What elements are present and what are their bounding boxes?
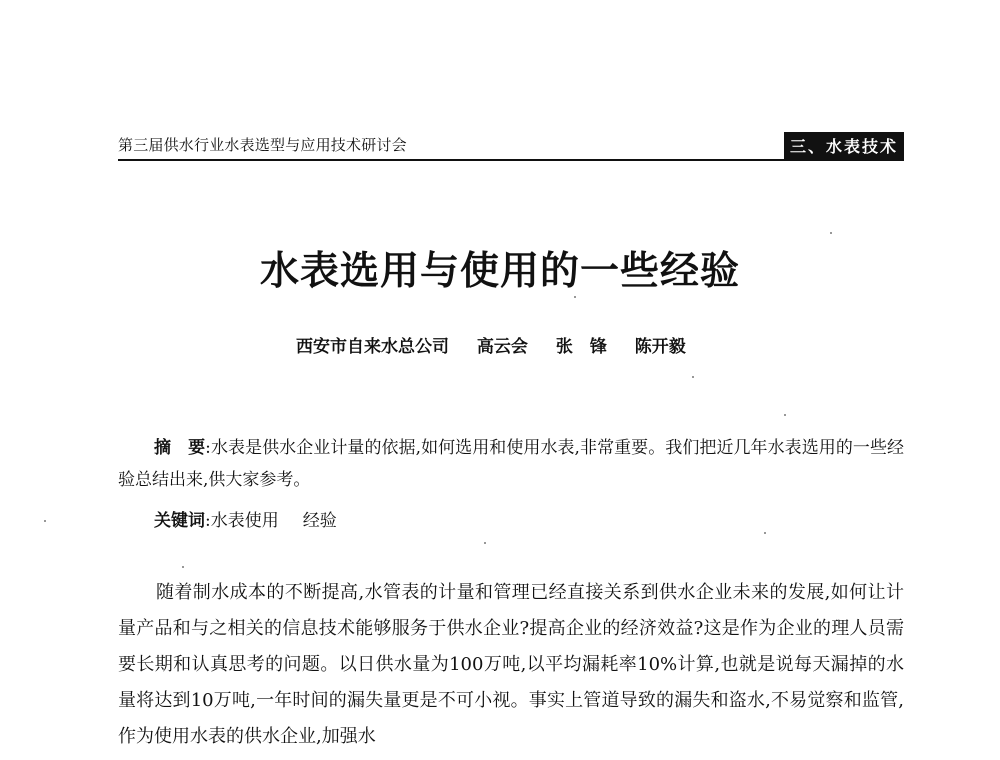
scan-speck bbox=[44, 520, 46, 522]
conference-name: 第三届供水行业水表选型与应用技术研讨会 bbox=[118, 136, 407, 154]
body-paragraph: 随着制水成本的不断提高,水管表的计量和管理已经直接关系到供水企业未来的发展,如何让计量产品和与之相关的信息技术能够服务于供水企业?提高企业的经济效益?这是作为企业的理人员需要长期和认真思考的问题。以日供水量为100万吨,以平均漏耗率10%计算,也就是说每天漏掉的水量将达到10万吨,一年时间的漏失量更是不可小视。事实上管道导致的漏失和盗水,不易觉察和监管,作为使用水表的供水企业,加强水 bbox=[118, 582, 904, 747]
author-name: 张 锋 bbox=[555, 337, 607, 357]
abstract-label: 摘 要 bbox=[154, 438, 206, 458]
author-name: 陈开毅 bbox=[634, 337, 686, 357]
keywords bbox=[154, 506, 337, 531]
scan-speck bbox=[692, 376, 694, 378]
scan-speck bbox=[830, 232, 832, 234]
paper-title: 水表选用与使用的一些经验 bbox=[259, 249, 740, 294]
section-tag: 三、水表技术 bbox=[784, 132, 904, 160]
author-affiliation: 西安市自来水总公司 bbox=[296, 337, 449, 357]
scan-speck bbox=[484, 542, 486, 544]
scan-speck bbox=[574, 296, 576, 298]
scan-speck bbox=[764, 532, 766, 534]
running-header bbox=[118, 130, 904, 160]
keyword: :水表使用 bbox=[205, 511, 279, 531]
header-rule bbox=[118, 159, 904, 161]
keywords-label: 关键词 bbox=[154, 511, 205, 531]
author-name: 高云会 bbox=[476, 337, 528, 357]
author-line bbox=[296, 332, 686, 357]
abstract-text: :水表是供水企业计量的依据,如何选用和使用水表,非常重要。我们把近几年水表选用的一些经验总结出来,供大家参考。 bbox=[118, 438, 904, 490]
abstract bbox=[118, 432, 904, 496]
scan-speck bbox=[182, 566, 184, 568]
scan-speck bbox=[784, 414, 786, 416]
keyword: 经验 bbox=[302, 511, 337, 531]
